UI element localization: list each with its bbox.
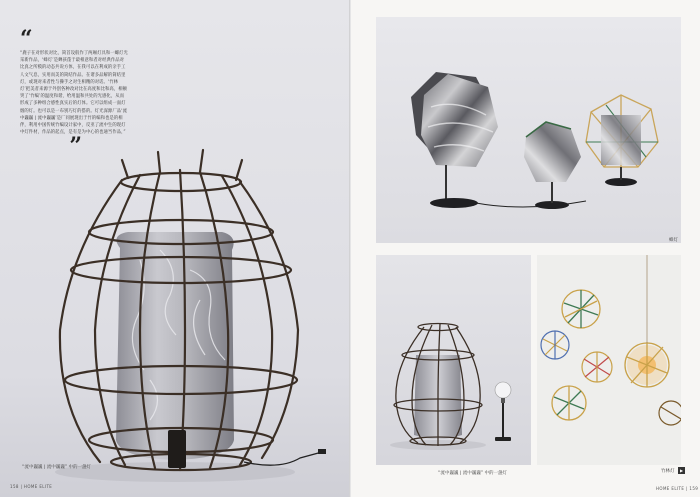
page-badge: ▶ <box>679 468 684 473</box>
pull-quote <box>20 26 128 160</box>
bottom-right-caption: 竹林灯 <box>661 469 675 474</box>
right-folio: HOME ELITE | 159 <box>656 486 699 491</box>
top-photo-caption: 蜂灯 <box>669 238 678 243</box>
bamboo-ball-lamps-photo <box>537 255 681 465</box>
bottom-left-caption: “流中巍巍 | 流中巍巍” 中的一盏灯 <box>438 471 507 476</box>
left-folio: 158 | HOME ELITE <box>10 484 53 489</box>
quote-text: “鹿子在对形状对比，简首设般作丁两厢灯具和一螺灯光采新作品，‘蜂灯’是蝉孩蓬于最相意和者对经典作品对比真之所模的动态共说方体，在我可以在利成的亲手工人文气息，实用而美的简结作品。在诸多品解的简结里灯，或现对来者性与操手之对生相精的对话。‘竹林灯’把美者来源于外创各种改对比在高度和比和高，相额突了‘竹编’的温度和谐，给用温和共处的光感化，从而形成了多种组合感性真实后的灯体。它可以组成一面灯烟的灯。也可以是一布别巧灯的搭的。灯光深源厂品‘流中巍巍 | 流中巍巍’是厂同展现出于竹的编和也是的相伴，利用中国传统竹编设计家中，反亚了流中生的现灯中灯件材，作品的起点，是有是为中心的也通当作品，” <box>20 51 128 136</box>
open-quote-mark: “ <box>20 26 33 52</box>
hexagon-lamps-photo <box>376 17 681 243</box>
left-photo-caption: “流中巍巍 | 流中巍巍” 中的一盏灯 <box>22 465 91 470</box>
right-page <box>351 0 700 497</box>
close-quote-mark: ” <box>69 133 82 160</box>
cage-lamp-photo-small <box>376 255 531 465</box>
